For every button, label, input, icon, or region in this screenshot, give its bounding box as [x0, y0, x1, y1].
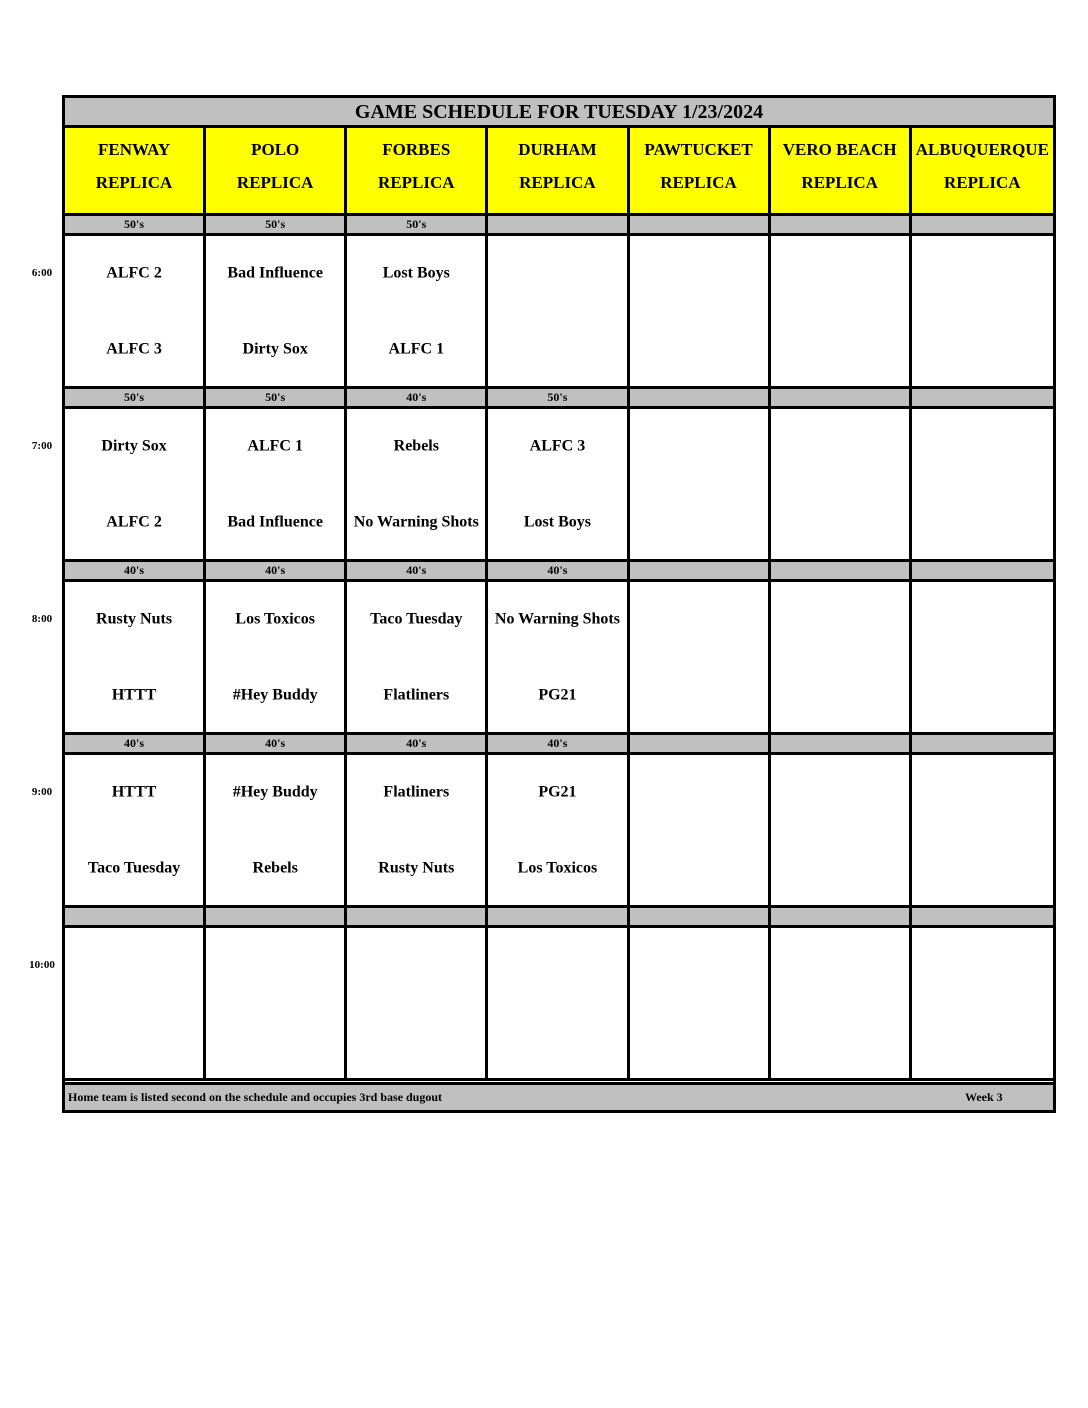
time-slot-block: [65, 389, 1053, 562]
game-cell: [206, 928, 347, 1078]
division-label: 50's: [488, 389, 629, 406]
field-header-row: [65, 128, 1053, 216]
away-team: Bad Influence: [227, 264, 323, 282]
away-team: PG21: [538, 783, 577, 801]
field-name: VERO BEACH: [782, 140, 897, 159]
game-cell: [771, 236, 912, 386]
away-team: ALFC 2: [106, 264, 162, 282]
division-label: [912, 908, 1053, 925]
division-label: [488, 216, 629, 233]
field-header-5: [771, 128, 912, 213]
game-cell: [912, 582, 1053, 732]
division-label: 50's: [65, 216, 206, 233]
field-name: POLO: [251, 140, 300, 159]
game-cell: [206, 409, 347, 559]
game-cell: [347, 409, 488, 559]
time-label: 9:00: [31, 786, 53, 798]
home-team: ALFC 2: [106, 513, 162, 531]
away-team: Rebels: [393, 437, 439, 455]
game-row: [65, 409, 1053, 562]
field-header-3: [488, 128, 629, 213]
division-label: [912, 216, 1053, 233]
away-team: Taco Tuesday: [370, 610, 463, 628]
division-row: [65, 562, 1053, 582]
game-cell: [488, 409, 629, 559]
division-row: [65, 389, 1053, 409]
division-label: 40's: [65, 735, 206, 752]
division-row: [65, 908, 1053, 928]
game-cell: [912, 928, 1053, 1078]
division-label: 50's: [347, 216, 488, 233]
home-team: #Hey Buddy: [232, 686, 318, 704]
game-cell: [771, 409, 912, 559]
field-header-2: [347, 128, 488, 213]
time-label: 8:00: [31, 613, 53, 625]
game-cell: [912, 755, 1053, 905]
game-cell: [630, 409, 771, 559]
division-label: 40's: [206, 562, 347, 579]
home-team: Los Toxicos: [517, 859, 598, 877]
division-label: [771, 735, 912, 752]
division-label: 40's: [347, 389, 488, 406]
field-type: REPLICA: [519, 173, 596, 192]
home-team: Flatliners: [383, 686, 450, 704]
division-label: 40's: [65, 562, 206, 579]
field-name: FORBES: [382, 140, 451, 159]
field-header-4: [630, 128, 771, 213]
division-label: [912, 562, 1053, 579]
division-label: [630, 216, 771, 233]
game-cell: [488, 236, 629, 386]
home-team: Taco Tuesday: [87, 859, 181, 877]
field-header-6: [912, 128, 1053, 213]
game-cell: [347, 755, 488, 905]
game-cell: [630, 755, 771, 905]
division-label: [912, 735, 1053, 752]
field-name: FENWAY: [98, 140, 171, 159]
field-name: PAWTUCKET: [644, 140, 753, 159]
division-label: [771, 562, 912, 579]
away-team: Lost Boys: [382, 264, 450, 282]
division-label: [771, 908, 912, 925]
game-cell: [206, 582, 347, 732]
time-slot-block: [65, 735, 1053, 908]
division-label: [630, 908, 771, 925]
division-label: [771, 389, 912, 406]
away-team: Los Toxicos: [235, 610, 315, 628]
time-slot-block: [65, 562, 1053, 735]
away-team: Rusty Nuts: [96, 610, 173, 628]
away-team: No Warning Shots: [494, 610, 620, 628]
field-type: REPLICA: [95, 173, 173, 192]
home-team: Rusty Nuts: [378, 859, 455, 877]
footer-note: Home team is listed second on the schedule and occupies 3rd base dugout: [68, 1090, 443, 1104]
home-team: PG21: [538, 686, 577, 704]
game-cell: [912, 409, 1053, 559]
home-team: HTTT: [111, 686, 157, 704]
game-cell: [488, 582, 629, 732]
time-label: 10:00: [29, 959, 55, 971]
game-cell: [771, 928, 912, 1078]
away-team: Dirty Sox: [101, 437, 167, 455]
division-label: [347, 908, 488, 925]
division-row: [65, 735, 1053, 755]
away-team: ALFC 1: [247, 437, 303, 455]
game-cell: [347, 582, 488, 732]
game-cell: [912, 236, 1053, 386]
field-name: ALBUQUERQUE: [915, 140, 1049, 159]
division-label: [630, 389, 771, 406]
field-type: REPLICA: [660, 173, 737, 192]
game-row: [65, 928, 1053, 1081]
game-cell: [206, 236, 347, 386]
game-cell: [488, 928, 629, 1078]
division-label: [630, 735, 771, 752]
field-type: REPLICA: [801, 173, 878, 192]
division-label: 50's: [206, 216, 347, 233]
field-type: REPLICA: [236, 173, 314, 192]
game-cell: [65, 409, 206, 559]
game-cell: [630, 236, 771, 386]
game-row: [65, 236, 1053, 389]
field-name: DURHAM: [518, 140, 597, 159]
week-label: Week 3: [965, 1090, 1003, 1104]
field-header-1: [206, 128, 347, 213]
away-team: #Hey Buddy: [232, 783, 318, 801]
game-cell: [488, 755, 629, 905]
division-label: 40's: [347, 735, 488, 752]
division-label: [65, 908, 206, 925]
game-cell: [630, 928, 771, 1078]
division-label: [488, 908, 629, 925]
schedule-sheet: [62, 95, 1056, 1113]
away-team: Flatliners: [383, 783, 450, 801]
game-cell: [65, 928, 206, 1078]
division-label: [912, 389, 1053, 406]
division-label: 40's: [347, 562, 488, 579]
game-cell: [630, 582, 771, 732]
division-label: [771, 216, 912, 233]
game-cell: [65, 582, 206, 732]
home-team: Rebels: [252, 859, 298, 877]
schedule-title: GAME SCHEDULE FOR TUESDAY 1/23/2024: [65, 98, 1053, 128]
away-team: HTTT: [111, 783, 157, 801]
game-cell: [206, 755, 347, 905]
field-type: REPLICA: [944, 173, 1021, 192]
home-team: Dirty Sox: [242, 340, 308, 358]
division-label: 40's: [206, 735, 347, 752]
division-label: 50's: [65, 389, 206, 406]
game-cell: [65, 755, 206, 905]
home-team: No Warning Shots: [353, 513, 479, 531]
footer-bar: [65, 1082, 1053, 1110]
home-team: Lost Boys: [523, 513, 591, 531]
game-cell: [347, 236, 488, 386]
division-label: 40's: [488, 735, 629, 752]
home-team: ALFC 3: [106, 340, 162, 358]
time-slot-block: [65, 216, 1053, 389]
game-cell: [771, 755, 912, 905]
division-label: [206, 908, 347, 925]
time-slot-block: [65, 908, 1053, 1081]
game-row: [65, 755, 1053, 908]
away-team: ALFC 3: [529, 437, 586, 455]
field-type: REPLICA: [378, 173, 455, 192]
time-label: 7:00: [31, 440, 53, 452]
division-row: [65, 216, 1053, 236]
division-label: 40's: [488, 562, 629, 579]
division-label: [630, 562, 771, 579]
game-cell: [771, 582, 912, 732]
game-cell: [347, 928, 488, 1078]
time-label: 6:00: [31, 267, 53, 279]
game-cell: [65, 236, 206, 386]
home-team: ALFC 1: [388, 340, 445, 358]
field-header-0: [65, 128, 206, 213]
home-team: Bad Influence: [227, 513, 323, 531]
game-row: [65, 582, 1053, 735]
division-label: 50's: [206, 389, 347, 406]
